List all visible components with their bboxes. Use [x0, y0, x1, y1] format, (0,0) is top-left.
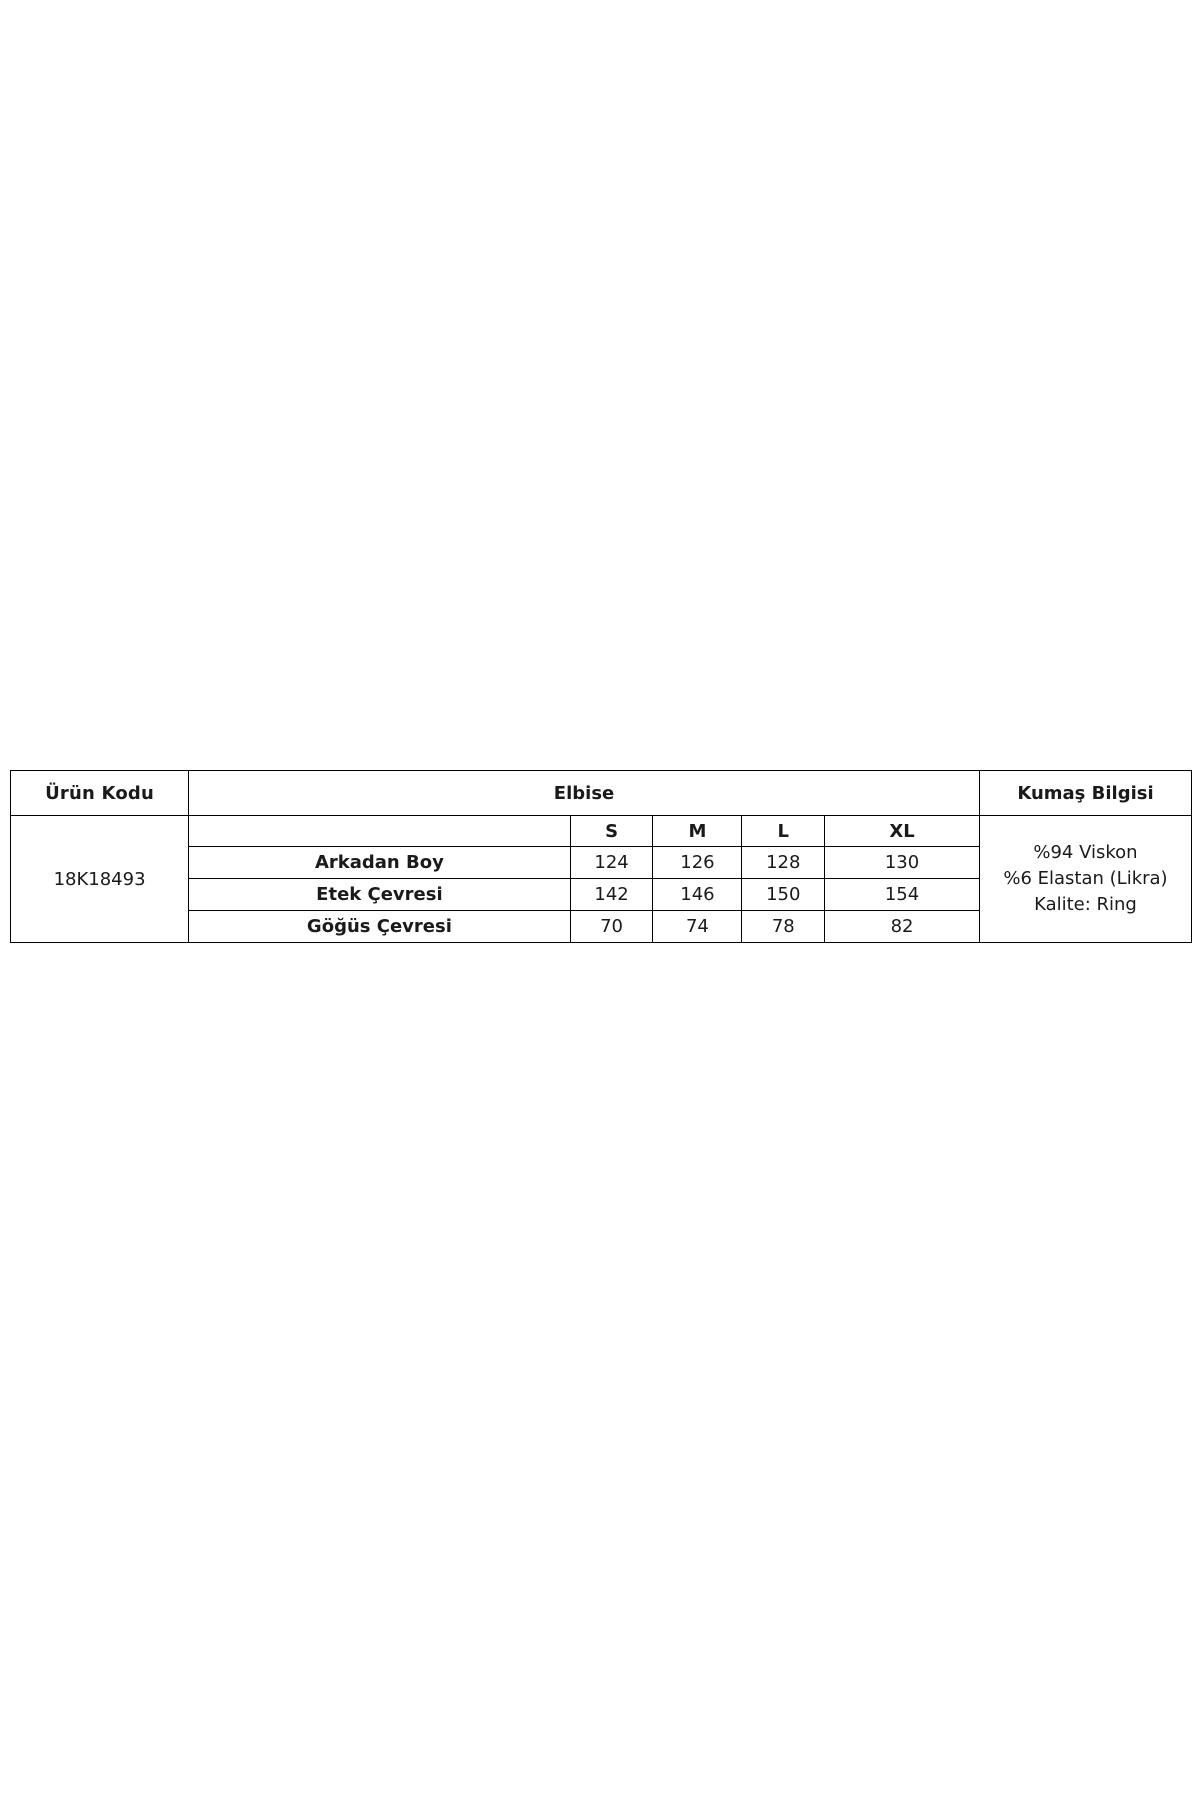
- fabric-line-3: Kalite: Ring: [1034, 894, 1137, 916]
- size-header-l: L: [742, 816, 825, 847]
- table-header-row: [11, 771, 1192, 816]
- size-chart-table: [10, 770, 1192, 943]
- size-header-s: S: [570, 816, 653, 847]
- fabric-line-2: %6 Elastan (Likra): [1003, 867, 1168, 889]
- measurement-label-spacer: [189, 816, 571, 847]
- product-code-header: Ürün Kodu: [11, 771, 189, 816]
- size-chart-sheet: [10, 770, 1192, 943]
- measurement-label: Arkadan Boy: [189, 847, 571, 879]
- measurement-value: 126: [653, 847, 742, 879]
- garment-title: Elbise: [189, 771, 980, 816]
- measurement-value: 124: [570, 847, 653, 879]
- size-header-xl: XL: [825, 816, 980, 847]
- measurement-label: Göğüs Çevresi: [189, 911, 571, 943]
- measurement-value: 150: [742, 879, 825, 911]
- measurement-value: 142: [570, 879, 653, 911]
- size-header-m: M: [653, 816, 742, 847]
- measurement-value: 74: [653, 911, 742, 943]
- measurement-value: 70: [570, 911, 653, 943]
- measurement-label: Etek Çevresi: [189, 879, 571, 911]
- fabric-info-value: [979, 816, 1191, 943]
- measurement-value: 78: [742, 911, 825, 943]
- size-header-row: [11, 816, 1192, 847]
- measurement-value: 128: [742, 847, 825, 879]
- measurement-value: 130: [825, 847, 980, 879]
- measurement-value: 146: [653, 879, 742, 911]
- fabric-info-header: Kumaş Bilgisi: [979, 771, 1191, 816]
- product-code-value: 18K18493: [11, 816, 189, 943]
- measurement-value: 82: [825, 911, 980, 943]
- fabric-line-1: %94 Viskon: [1033, 841, 1138, 863]
- measurement-value: 154: [825, 879, 980, 911]
